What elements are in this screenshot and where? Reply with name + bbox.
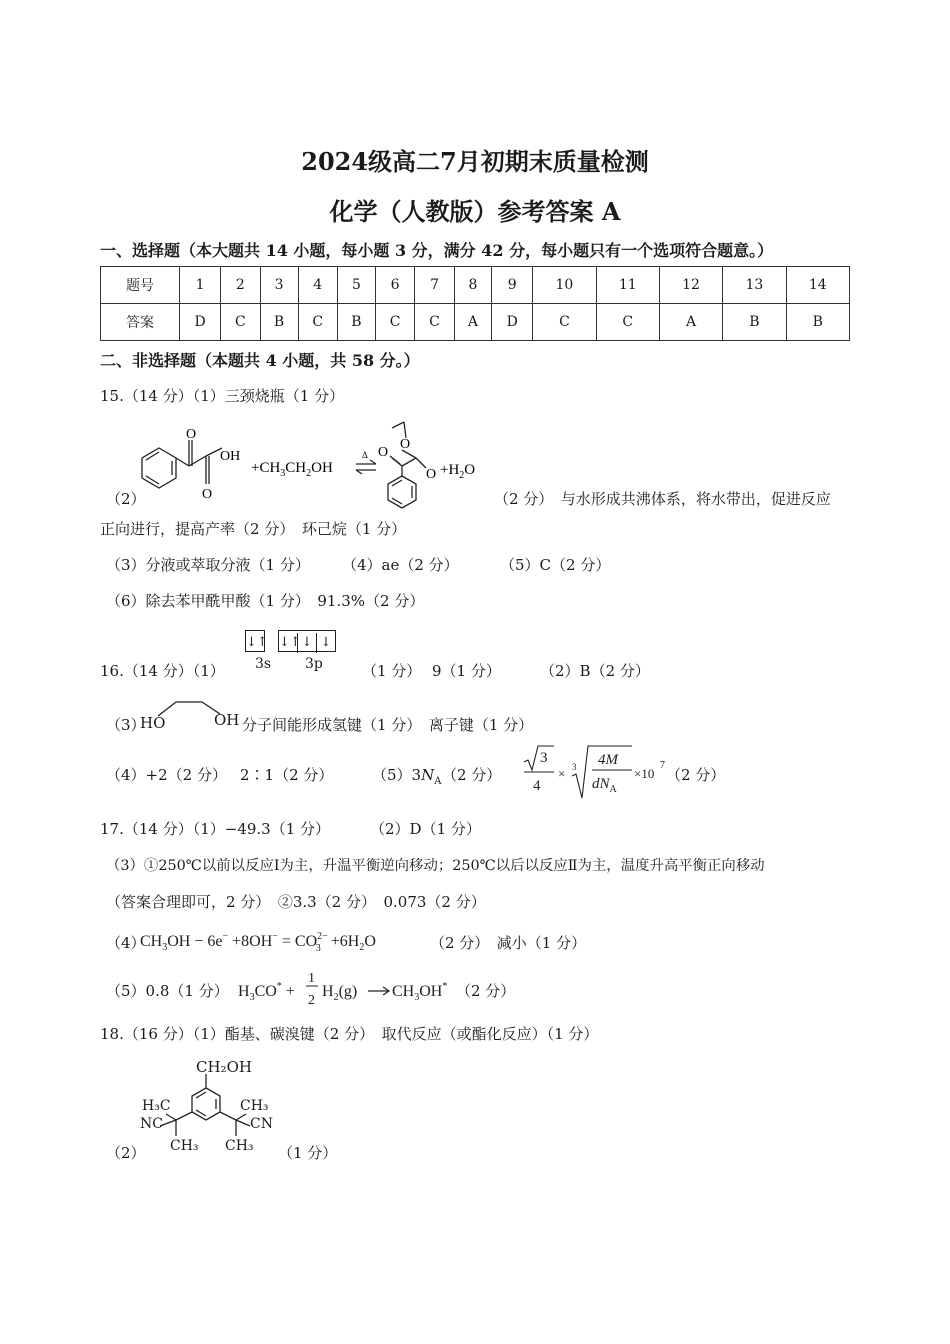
answer-cell: C: [533, 304, 596, 341]
orbital-label-3s: 3s: [255, 656, 272, 672]
question-number: 12: [659, 267, 722, 304]
oxygen-atom-label: O: [378, 445, 389, 460]
answer-cell: C: [298, 304, 337, 341]
page-title: 2024级高二7月初期末质量检测: [301, 147, 649, 176]
reaction-step: [238, 966, 458, 1012]
q17-part4-tail: （2 分） 减小（1 分）: [430, 934, 587, 952]
question-number: 8: [454, 267, 491, 304]
answer-cell: C: [221, 304, 260, 341]
q17-line1: 17.（14 分）（1）−49.3（1 分）: [100, 820, 331, 838]
question-number: 10: [533, 267, 596, 304]
q15-part5: （5）C（2 分）: [500, 556, 611, 574]
q17-part2: （2）D（1 分）: [370, 820, 481, 838]
q16-part5-head: [372, 764, 441, 787]
q16-part1-score: （1 分）: [362, 662, 422, 680]
answer-cell: B: [337, 304, 375, 341]
electron-arrow: ↓: [320, 635, 332, 650]
question-number: 11: [596, 267, 659, 304]
svg-text:1: 1: [308, 971, 315, 986]
question-number: 3: [260, 267, 298, 304]
oxygen-atom-label: O: [400, 437, 411, 452]
q15-part6: （6）除去苯甲酰甲酸（1 分） 91.3%（2 分）: [106, 592, 425, 610]
row-label-question: 题号: [101, 267, 180, 304]
electrode-reaction: [140, 924, 460, 956]
q15-part2-label: （2）: [106, 490, 146, 508]
oxygen-atom-label: O: [202, 487, 213, 502]
question-number: 7: [415, 267, 454, 304]
q18-part2-score: （1 分）: [278, 1144, 338, 1162]
nitrile-label-right: CN: [250, 1116, 273, 1132]
svg-text:3: 3: [540, 750, 548, 766]
q16-line1-head: 16.（14 分）（1）: [100, 662, 225, 680]
q15-line3: 正向进行，提高产率（2 分） 环己烷（1 分）: [100, 520, 407, 538]
svg-text:4M: 4M: [598, 752, 618, 768]
methyl-label-right-bottom: CH₃: [225, 1138, 254, 1154]
question-number: 5: [337, 267, 375, 304]
nitrile-label-left: NC: [140, 1116, 163, 1132]
question-number: 9: [492, 267, 533, 304]
question-number: 1: [180, 267, 221, 304]
svg-text:×: ×: [558, 766, 566, 781]
q17-part5: （5）0.8（1 分）: [106, 982, 229, 1000]
hydroxyl-left: HO: [140, 714, 166, 732]
answer-cell: B: [260, 304, 298, 341]
orbital-label-3p: 3p: [305, 656, 323, 672]
svg-text:dNA: $dN_A$: [592, 776, 617, 795]
q17-part4-label: （4）: [106, 934, 146, 952]
svg-text:×10: ×10: [634, 766, 655, 781]
water-formula: $+H_2O$: [440, 462, 476, 481]
q16-ratio: 2∶1（2 分）: [240, 766, 334, 784]
methyl-label-left-top: H₃C: [142, 1098, 171, 1114]
section1-heading: 一、选择题（本大题共 14 小题，每小题 3 分，满分 42 分，每小题只有一个选项符合题意。）: [100, 241, 774, 260]
q15-part2-tail: （2 分） 与水形成共沸体系，将水带出，促进反应: [494, 490, 831, 508]
q15-part3: （3）分液或萃取分液（1 分）: [106, 556, 310, 574]
ethanol-formula: $+CH_3CH_2OH$: [251, 460, 333, 479]
q18-part2-label: （2）: [106, 1144, 146, 1162]
hydroxyl-label: OH: [220, 449, 241, 464]
section2-heading: 二、非选择题（本题共 4 小题，共 58 分。）: [100, 351, 420, 370]
answer-cell: A: [659, 304, 722, 341]
table-row: [101, 304, 850, 341]
answer-cell: C: [375, 304, 414, 341]
svg-text:7: 7: [660, 760, 665, 771]
esterification-equation: [134, 418, 494, 510]
svg-text:3: 3: [572, 762, 577, 772]
q18-line1: 18.（16 分）（1）酯基、碳溴键（2 分） 取代反应（或酯化反应）（1 分）: [100, 1025, 599, 1043]
answer-cell: B: [786, 304, 849, 341]
answer-cell: C: [415, 304, 454, 341]
q15-line1: 15.（14 分）（1）三颈烧瓶（1 分）: [100, 387, 345, 405]
orbital-3s-box: [245, 630, 268, 652]
answer-cell: D: [492, 304, 533, 341]
question-number: 4: [298, 267, 337, 304]
heat-symbol: Δ: [362, 450, 368, 460]
answer-table: [100, 266, 850, 341]
svg-text:CH3OH − 6e− +8OH− = CO2−3 +6H2: $CH_3OH - 6e^- +8OH^- = CO^{2-}$ $3 +6H_2O$: [140, 931, 376, 954]
lattice-formula: [520, 742, 690, 802]
q16-part5-label: （5）3: [372, 766, 422, 784]
hydroxyl-right: OH: [214, 711, 240, 729]
svg-text:4: 4: [533, 778, 541, 794]
avogadro-subscript: A: [434, 776, 442, 787]
question-number: 13: [723, 267, 786, 304]
answer-cell: C: [596, 304, 659, 341]
answer-cell: B: [723, 304, 786, 341]
svg-text:H3CO* +: $H_3CO^*$ +: [238, 981, 295, 1003]
question-number: 6: [375, 267, 414, 304]
page-subtitle: 化学（人教版）参考答案 A: [329, 197, 621, 226]
oxygen-atom-label: O: [426, 467, 437, 482]
question-number: 14: [786, 267, 849, 304]
q17-part3: （3）①250℃以前以反应Ⅰ为主，升温平衡逆向移动；250℃以后以反应Ⅱ为主，温度升高平衡正向移动: [106, 858, 765, 874]
orbital-3p-box: [278, 630, 336, 652]
question-number: 2: [221, 267, 260, 304]
q16-part5-score-b: （2 分）: [666, 766, 726, 784]
avogadro-symbol: N: [421, 766, 435, 784]
q16-part4: （4）+2（2 分）: [106, 766, 227, 784]
svg-text:CH3OH*: $CH_3OH^*$: [392, 981, 448, 1003]
svg-text:2: 2: [308, 993, 315, 1008]
methyl-label-right-top: CH₃: [240, 1098, 269, 1114]
paired-electron-arrows: ↓↑: [246, 635, 268, 650]
q16-part3-label: （3）: [106, 716, 146, 734]
q15-part4: （4）ae（2 分）: [342, 556, 459, 574]
q16-part5-score-a: （2 分）: [442, 766, 502, 784]
oxygen-atom-label: O: [186, 427, 197, 442]
svg-text:H2(g): $H_2(g)$: [322, 983, 358, 1003]
q16-part2: （2）B（2 分）: [540, 662, 650, 680]
q17-part3-cont: （答案合理即可，2 分） ②3.3（2 分） 0.073（2 分）: [106, 893, 486, 911]
paired-electron-arrows: ↓↑: [279, 633, 298, 653]
answer-cell: D: [180, 304, 221, 341]
table-row: [101, 267, 850, 304]
q17-part5-score: （2 分）: [456, 982, 516, 1000]
hydroxymethyl-label: CH₂OH: [196, 1058, 252, 1076]
row-label-answer: 答案: [101, 304, 180, 341]
methyl-label-left-bottom: CH₃: [170, 1138, 199, 1154]
electron-arrow: ↓: [298, 633, 317, 653]
q16-part1-b: 9（1 分）: [432, 662, 501, 680]
answer-cell: A: [454, 304, 491, 341]
q16-part3-tail: 分子间能形成氢键（1 分） 离子键（1 分）: [242, 716, 534, 734]
